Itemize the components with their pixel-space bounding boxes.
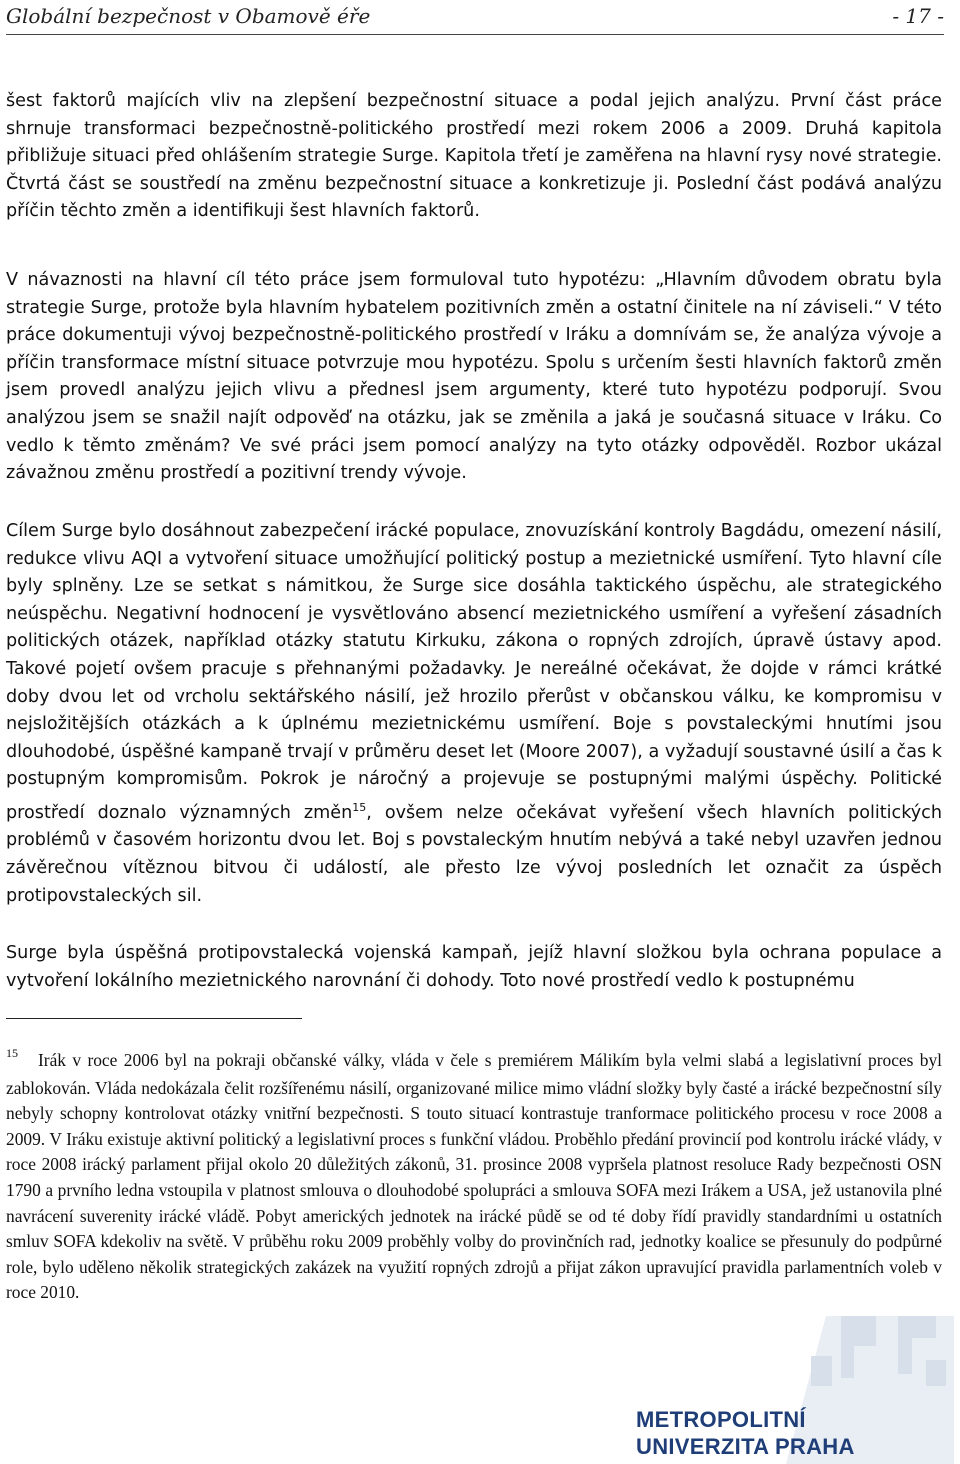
paragraph-text-continued: , ovšem nelze očekávat vyřešení všech hlavních politických problémů v časovém horizontu dvou let. Boj s povstaleckým hnutím nebývá a také nebyl uzavřen jednou závěrečnou vítěznou bitvou či událostí, ale přesto lze vývoj posledních let označit za úspěch protipovstaleckých sil. bbox=[6, 802, 942, 906]
footnote-text: Irák v roce 2006 byl na pokraji občanské války, vláda v čele s premiérem Málikím byla velmi slabá a legislativní proces byl zablokován. Vláda nedokázala čelit rozšířenému násilí, organizované milice mimo vládní složky byly časté a irácké bezpečnostní síly nebyly schopny kontrolovat otázky vnitřní bezpečnosti. S touto situací kontrastuje tranformace politického procesu v roce 2008 a 2009. V Iráku existuje aktivní politický a legislativní proces s funkční vládou. Proběhlo předání provincií pod kontrolu irácké vlády, v roce 2008 irácký parlament přijal okolo 20 důležitých zákonů, 31. prosince 2008 vypršela platnost resoluce Rady bezpečnosti OSN 1790 a prvního ledna vstoupila v platnost smlouva o dlouhodobé spolupráci a smlouva SOFA mezi Irákem a USA, jež ustanovila plné navrácení suverenity irácké vládě. Pobyt amerických jednotek na irácké půdě se od té doby řídí pravidly standardními u ostatních smluv SOFA kdekoliv na světě. V průběhu roku 2009 proběhly volby do provinčních rad, jednotky koalice se přesunuly do podpůrné role, bylo uděleno několik strategických zakázek na využití ropných zdrojů a přijat zákon upravující pravidla parlamentních voleb v roce 2010. bbox=[6, 1050, 942, 1303]
footnote-separator bbox=[6, 1018, 302, 1019]
footnote bbox=[6, 1048, 942, 1306]
page-number: - 17 - bbox=[892, 4, 944, 28]
paragraph-conclusion: Surge byla úspěšná protipovstalecká vojenská kampaň, jejíž hlavní složkou byla ochrana populace a vytvoření lokálního mezietnického narovnání či dohody. Toto nové prostředí vedlo k postupnému bbox=[6, 943, 942, 991]
running-title: Globální bezpečnost v Obamově éře bbox=[6, 4, 371, 28]
paragraph-surge-goals bbox=[6, 518, 942, 910]
logo-line-2: UNIVERZITA PRAHA bbox=[636, 1434, 855, 1459]
paragraph-hypothesis: V návaznosti na hlavní cíl této práce jsem formuloval tuto hypotézu: „Hlavním důvodem obratu byla strategie Surge, protože byla hlavním hybatelem pozitivních změn a ostatní činitele na ní záviseli.“ V této práce dokumentuji vývoj bezpečnostně-politického prostředí v Iráku a domnívám se, že analýza vývoje a příčin transformace místní situace potvrzuje mou hypotézu. Spolu s určením šesti hlavních faktorů změn jsem provedl analýzu jejich vlivu a přednesl jsem argumenty, které tuto hypotézu podporují. Svou analýzou jsem se snažil najít odpověď na otázku, jak se změnila a jaká je současná situace v Iráku. Co vedlo k těmto změnám? Ve své práci jsem pomocí analýzy na tyto otázky odpověděl. Rozbor ukázal závažnou změnu prostředí a pozitivní trendy vývoje. bbox=[6, 270, 942, 484]
paragraph-text: Cílem Surge bylo dosáhnout zabezpečení irácké populace, znovuzískání kontroly Bagdádu, omezení násilí, redukce vlivu AQI a vytvoření situace umožňující politický postup a mezietnické usmíření. Tyto hlavní cíle byly splněny. Lze se setkat s námitkou, že Surge sice dosáhla taktického úspěchu, ale strategického neúspěchu. Negativní hodnocení je vysvětlováno absencí mezietnického usmíření a vyřešení zásadních politických otázek, například otázky statutu Kirkuku, zákona o ropných zdrojích, úpravě ústavy apod. Takové pojetí ovšem pracuje s přehnanými požadavky. Je nereálné očekávat, že dojde v rámci krátké doby dvou let od vrcholu sektářského násilí, jež hrozilo přerůst v občanskou válku, ke kompromisu v nejsložitějších otázkách a k úplnému mezietnickému usmíření. Boje s povstaleckými hnutími jsou dlouhodobé, úspěšné kampaně trvají v průměru deset let (Moore 2007), a vyžadují soustavné úsilí a čas k postupným kompromisům. Pokrok je náročný a projevuje se postupnými malými úspěchy. Politické prostředí doznalo významných změn bbox=[6, 521, 942, 823]
page-header bbox=[6, 0, 944, 35]
footnote-reference[interactable]: 15 bbox=[352, 800, 367, 814]
paragraph-intro: šest faktorů majících vliv na zlepšení bezpečnostní situace a podal jejich analýzu. První část práce shrnuje transformaci bezpečnostně-politického prostředí mezi rokem 2006 a 2009. Druhá kapitola přibližuje situaci před ohlášením strategie Surge. Kapitola třetí je zaměřena na hlavní rysy nové strategie. Čtvrtá část se soustředí na změnu bezpečnostní situace a konkretizuje ji. Poslední část podává analýzu příčin těchto změn a identifikuji šest hlavních faktorů. bbox=[6, 91, 942, 222]
logo-line-1: METROPOLITNÍ bbox=[636, 1407, 806, 1432]
footnote-number: 15 bbox=[6, 1046, 18, 1060]
